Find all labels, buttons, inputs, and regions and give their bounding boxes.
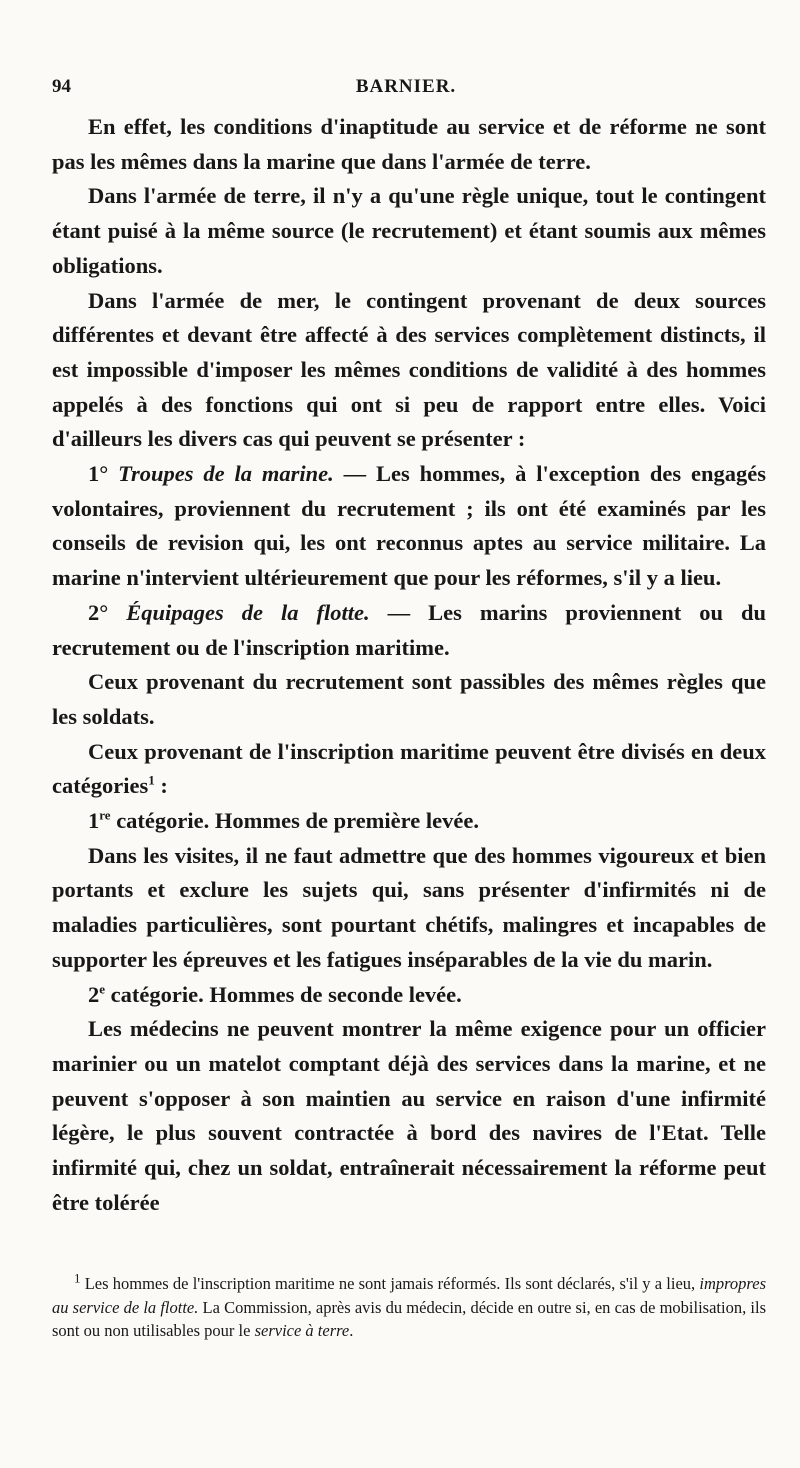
item-title: Troupes de la marine. bbox=[118, 461, 334, 487]
paragraph-medecins: Les médecins ne peuvent montrer la même exigence pour un officier marinier ou un matelot comptant déjà des services dans la marine, et ne peuvent s'opposer à son maintien au service en raison d'une infirmité légère, le plus souvent contractée à bord des navires de l'Etat. Telle infirmité qui, chez un soldat, entraînerait nécessairement la réforme peut être tolérée bbox=[52, 1016, 766, 1215]
paragraph-category-1: 1re catégorie. Hommes de première levée. bbox=[88, 807, 479, 834]
page-number: 94 bbox=[52, 76, 71, 97]
paragraph-equipages bbox=[52, 596, 766, 665]
paragraph-recrutement: Ceux provenant du recrutement sont passibles des mêmes règles que les soldats. bbox=[52, 669, 766, 729]
item-text: — Les marins proviennent ou du recrutement ou de l'inscription maritime. bbox=[52, 599, 766, 660]
paragraph-army: Dans l'armée de terre, il n'y a qu'une règle unique, tout le contingent étant puisé à la même source (le recrutement) et étant soumis aux mêmes obligations. bbox=[52, 183, 766, 278]
paragraph-inscription: Ceux provenant de l'inscription maritime peuvent être divisés en deux catégories$^1$ : bbox=[52, 738, 766, 799]
footnote-marker: 1 bbox=[74, 1270, 81, 1286]
main-text bbox=[52, 110, 766, 1221]
footnote-area bbox=[52, 1272, 766, 1343]
footnote-reference: 1 bbox=[148, 772, 155, 788]
footnote: $^1$ Les hommes de l'inscription maritime ne sont jamais réformés. Ils sont déclarés, s'il y a lieu, impropres au service de la flotte. La Commission, après avis du médecin, décide en outre si, en cas de mobilisation, ils sont ou non utilisables pour le service à terre. bbox=[52, 1270, 766, 1340]
item-number: 2° bbox=[88, 599, 109, 625]
paragraph-category-2: 2e catégorie. Hommes de seconde levée. bbox=[88, 981, 462, 1007]
paragraph-intro: En effet, les conditions d'inaptitude au service et de réforme ne sont pas les mêmes dans la marine que dans l'armée de terre. bbox=[52, 114, 766, 174]
item-number: 1° bbox=[88, 461, 109, 487]
running-head: BARNIER. bbox=[355, 76, 457, 97]
item-title: Équipages de la flotte. bbox=[126, 599, 370, 625]
page-header bbox=[52, 76, 760, 102]
paragraph-navy: Dans l'armée de mer, le contingent provenant de deux sources différentes et devant être affecté à des services complètement distincts, il est impossible d'imposer les mêmes conditions de validité à des hommes appelés à des fonctions qui ont si peu de rapport entre elles. Voici d'ailleurs les divers cas qui peuvent se présenter : bbox=[52, 287, 766, 452]
item-text: — Les hommes, à l'exception des engagés volontaires, proviennent du recrutement ; ils ont été examinés par les conseils de revision qui, les ont reconnus aptes au service militaire. La marine n'intervient ultérieurement que pour les réformes, s'il y a lieu. bbox=[52, 461, 767, 591]
paragraph-troupes bbox=[52, 457, 766, 596]
paragraph-visites: Dans les visites, il ne faut admettre que des hommes vigoureux et bien portants et exclure les sujets qui, sans présenter d'infirmités ni de maladies particulières, sont pourtant chétifs, malingres et incapables de supporter les épreuves et les fatigues inséparables de la vie du marin. bbox=[52, 842, 766, 972]
